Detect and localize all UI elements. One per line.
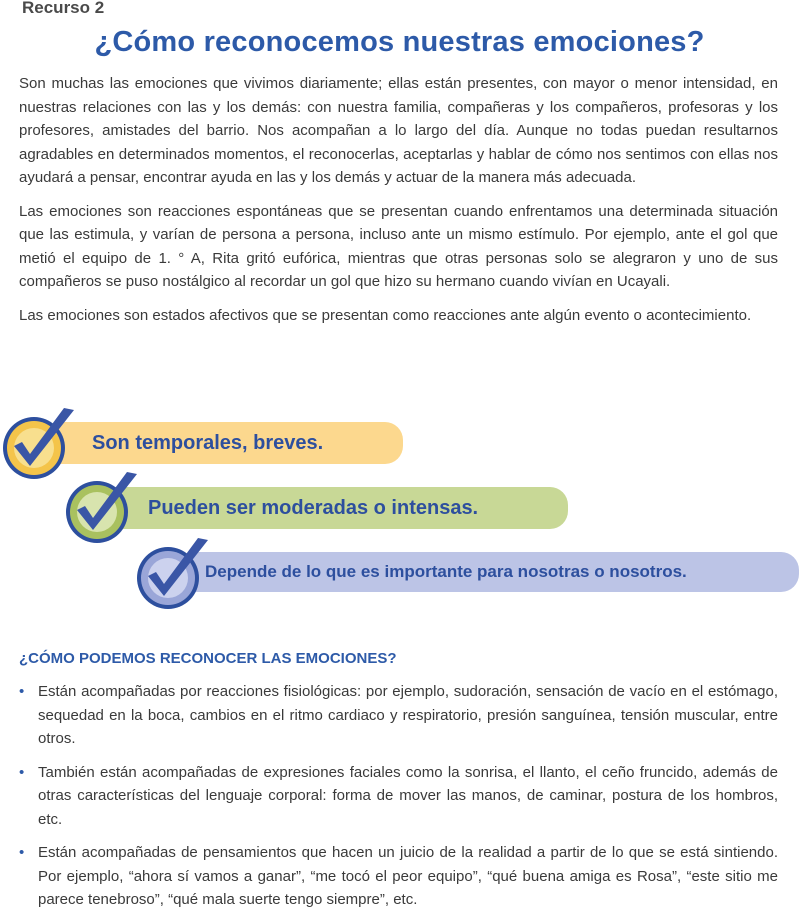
list-item xyxy=(19,680,778,751)
bullet-icon: • xyxy=(19,844,25,861)
bullet-icon: • xyxy=(19,763,25,781)
characteristic-banner-2 xyxy=(112,487,568,529)
intro-text xyxy=(19,72,778,337)
list-item-text: También están acompañadas de expresiones faciales como la sonrisa, el llanto, el ceño fruncido, además de otras características del lenguaje corporal: forma de mover las manos, de caminar, postura de los hombros, etc. xyxy=(38,763,778,828)
list-item xyxy=(19,761,778,832)
checkmark-icon xyxy=(134,536,214,612)
list-item-text: Están acompañadas por reacciones fisiológicas: por ejemplo, sudoración, sensación de vacío en el estómago, sequedad en la boca, cambios en el ritmo cardiaco y respiratorio, presión sanguínea, tensión muscular, entre otros. xyxy=(38,683,778,747)
characteristic-banner-3 xyxy=(190,552,799,592)
resource-label: Recurso 2 xyxy=(22,0,105,17)
characteristic-text: Depende de lo que es importante para nosotras o nosotros. xyxy=(205,562,687,581)
list-item xyxy=(19,841,778,912)
section-heading: ¿CÓMO PODEMOS RECONOCER LAS EMOCIONES? xyxy=(19,650,397,667)
intro-paragraph: Son muchas las emociones que vivimos diariamente; ellas están presentes, con mayor o menor intensidad, en nuestras relaciones con las y los demás: con nuestra familia, compañeras y los compañeros, profesoras y los profesores, amistades del barrio. Nos acompañan a lo largo del día. Aunque no todas puedan resultarnos agradables en determinados momentos, el reconocerlas, aceptarlas y hablar de cómo nos sentimos con ellas nos ayudará a pensar, encontrar ayuda en las y los demás y actuar de la manera más adecuada. xyxy=(19,75,778,186)
list-item-text: Están acompañadas de pensamientos que hacen un juicio de la realidad a partir de lo que se está sintiendo. Por ejemplo, “ahora sí vamos a ganar”, “me tocó el peor equipo”, “qué buena amiga es Rosa”, “este sitio me parece tenebroso”, “qué mala suerte tengo siempre”, etc. xyxy=(38,844,778,908)
characteristic-text: Son temporales, breves. xyxy=(92,431,324,454)
checkmark-icon xyxy=(63,470,143,546)
intro-paragraph: Las emociones son estados afectivos que se presentan como reacciones ante algún evento o acontecimiento. xyxy=(19,306,752,324)
characteristic-text: Pueden ser moderadas o intensas. xyxy=(148,496,479,519)
characteristic-banner-1 xyxy=(54,422,403,464)
bullet-icon: • xyxy=(19,683,25,700)
intro-paragraph: Las emociones son reacciones espontáneas que se presentan cuando enfrentamos una determinada situación que las estimula, y varían de persona a persona, incluso ante un mismo estímulo. Por ejemplo, ante el gol que metió el equipo de 1. ° A, Rita gritó eufórica, mientras que otras personas solo se alegraron y uno de sus compañeros se puso nostálgico al recordar un gol que hizo su hermano cuando vivían en Ucayali. xyxy=(19,202,778,290)
bullet-list xyxy=(19,680,778,922)
page-title: ¿Cómo reconocemos nuestras emociones? xyxy=(94,26,705,58)
